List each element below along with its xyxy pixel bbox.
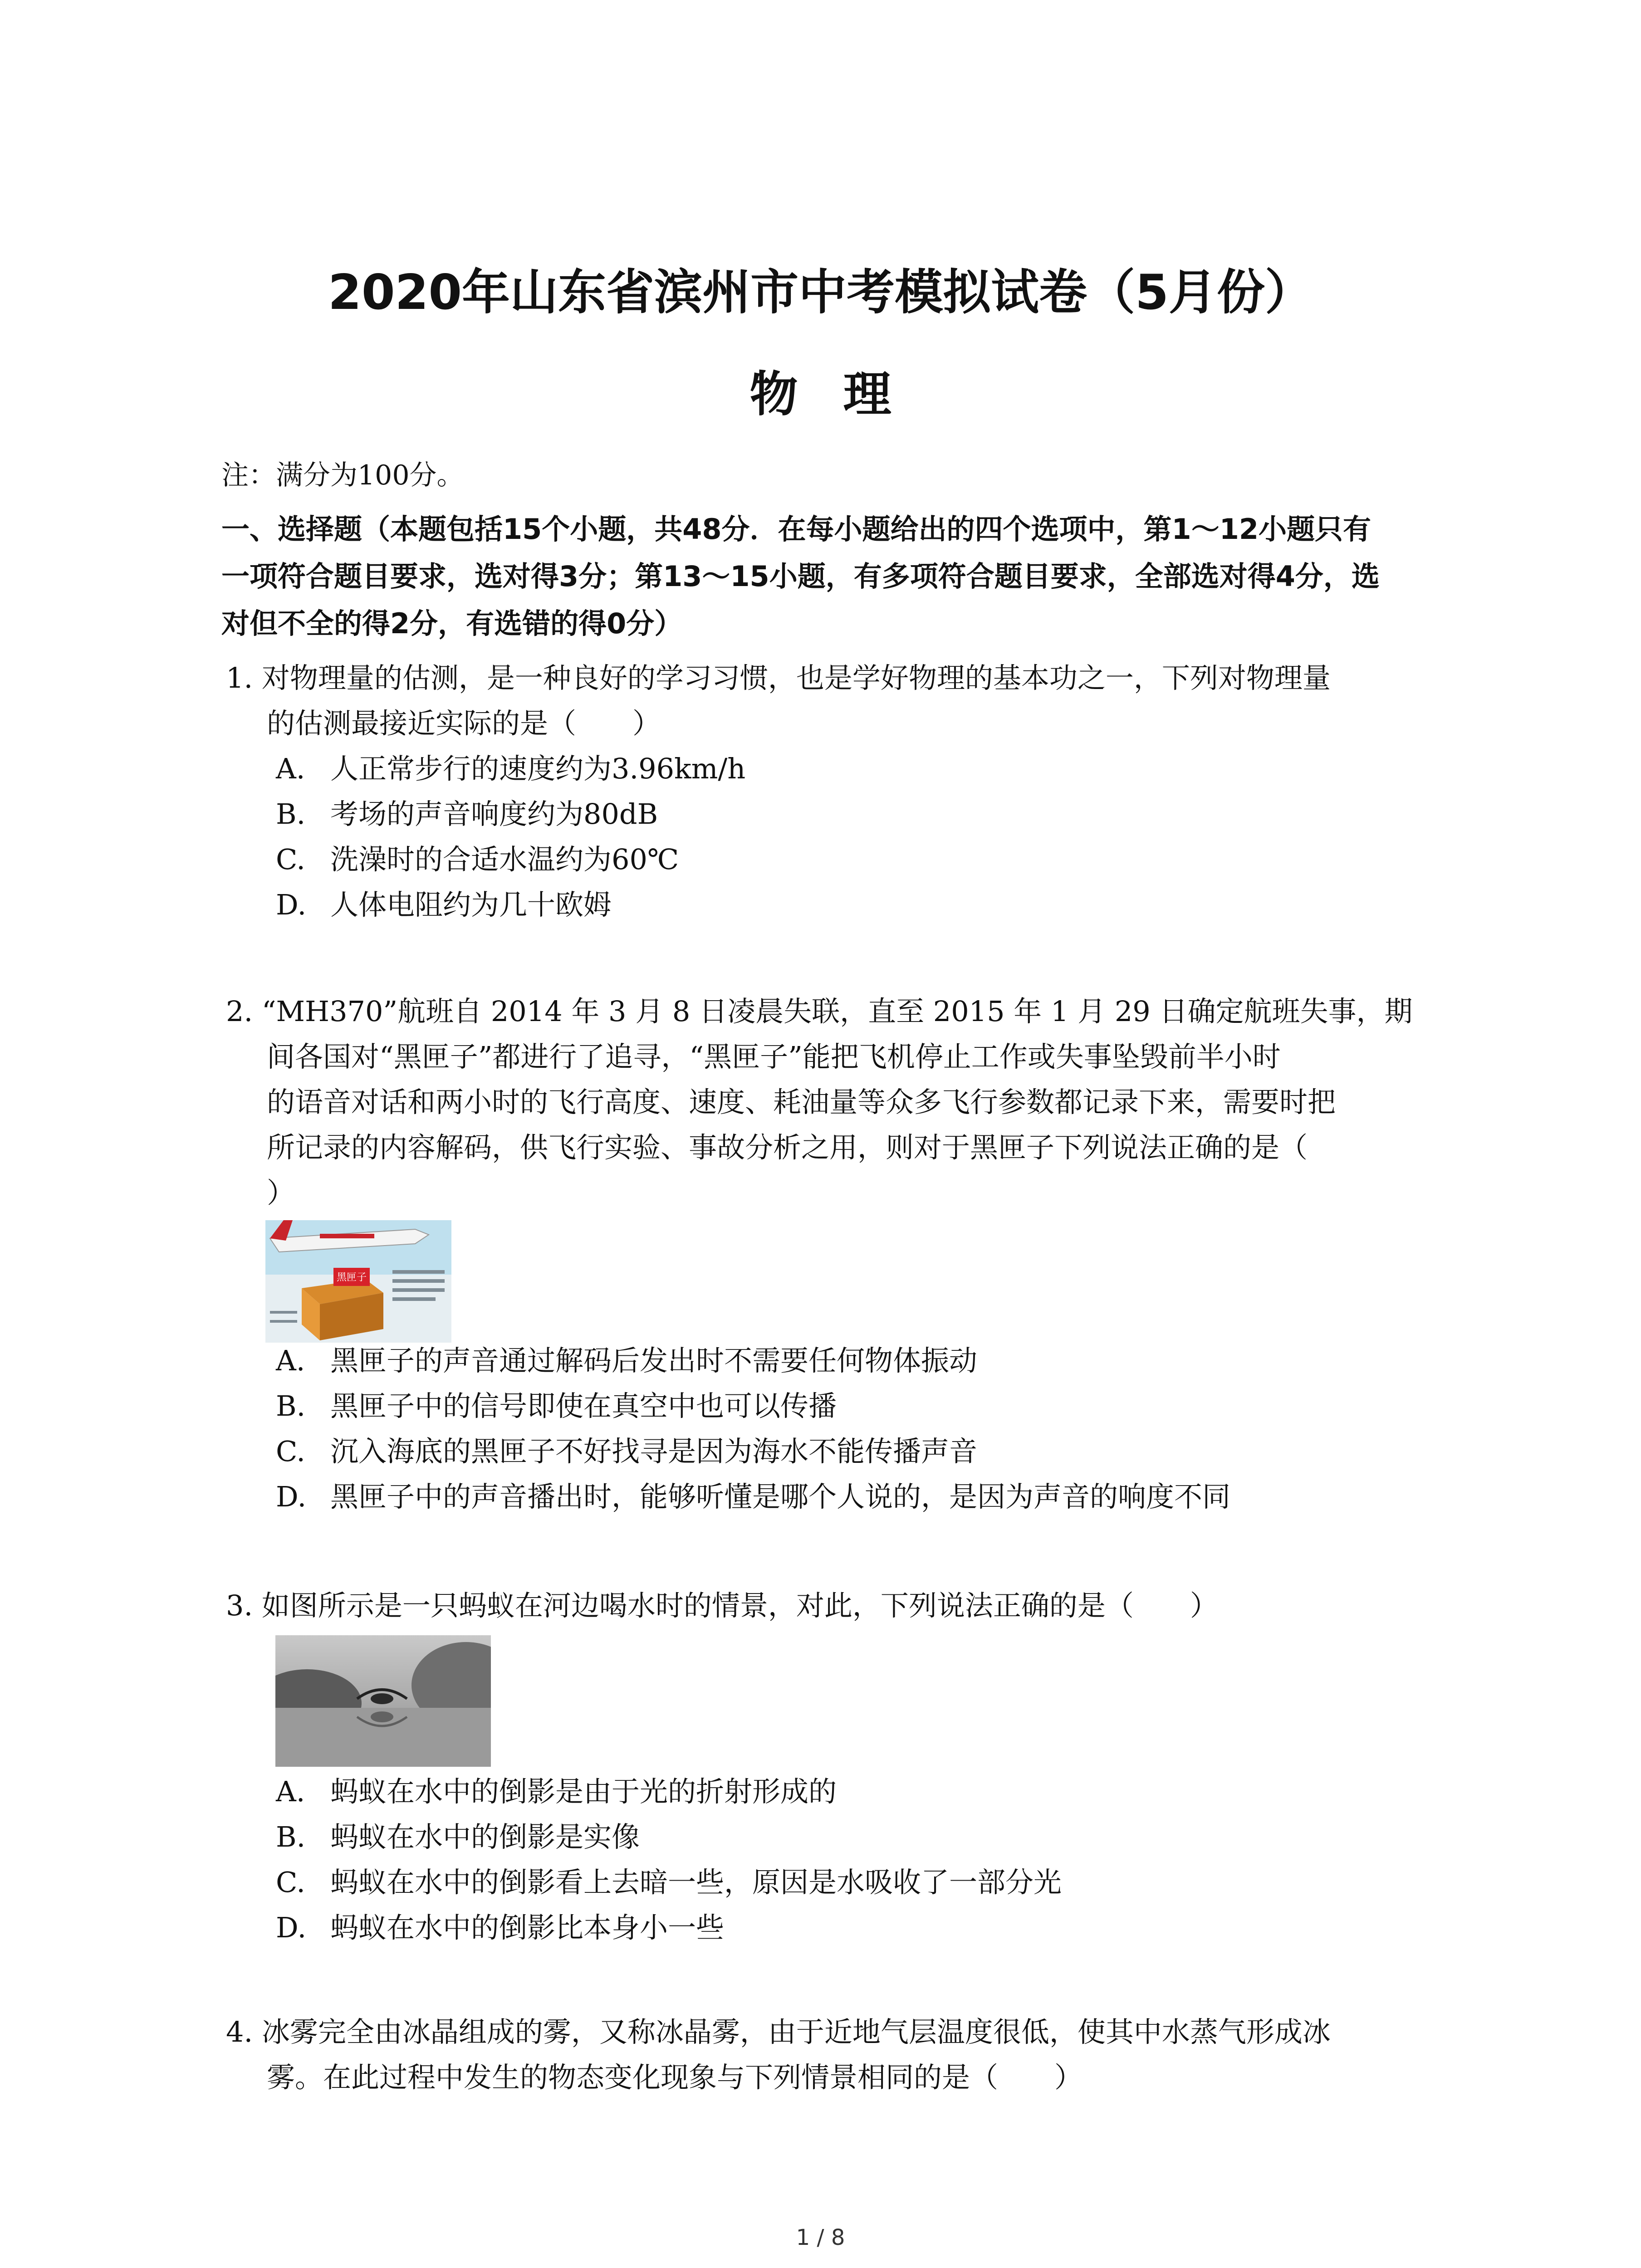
ant-water-illustration <box>275 1635 491 1767</box>
question-text: 3. 如图所示是一只蚂蚁在河边喝水时的情景，对此，下列说法正确的是（ ） <box>226 1589 1218 1622</box>
option-a: A. 黑匣子的声音通过解码后发出时不需要任何物体振动 <box>276 1344 978 1377</box>
black-box-label: 黑匣子 <box>336 1272 367 1283</box>
option-d: D. 人体电阻约为几十欧姆 <box>276 888 612 921</box>
question-3-options <box>276 1769 1062 1950</box>
page-number: 1 / 8 <box>796 2225 845 2250</box>
question-text: 的语音对话和两小时的飞行高度、速度、耗油量等众多飞行参数都记录下来，需要时把 <box>267 1085 1336 1119</box>
option-a: A. 蚂蚁在水中的倒影是由于光的折射形成的 <box>276 1775 837 1808</box>
question-2-options <box>276 1338 1230 1520</box>
score-note: 注：满分为100分。 <box>221 459 464 491</box>
option-b: B. 考场的声音响度约为80dB <box>276 797 658 831</box>
question-text: 间各国对“黑匣子”都进行了追寻，“黑匣子”能把飞机停止工作或失事坠毁前半小时 <box>267 1040 1281 1073</box>
option-d: D. 蚂蚁在水中的倒影比本身小一些 <box>276 1911 725 1944</box>
option-d: D. 黑匣子中的声音播出时，能够听懂是哪个人说的，是因为声音的响度不同 <box>276 1480 1231 1513</box>
question-text: 2. “MH370”航班自 2014 年 3 月 8 日凌晨失联，直至 2015 年 1 月 29 日确定航班失事，期 <box>226 995 1413 1028</box>
section-heading: 一、选择题（本题包括15个小题，共48分．在每小题给出的四个选项中，第1～12小题只有 一项符合题目要求，选对得3分；第13～15小题，有多项符合题目要求，全部选对得4分，选 对但不全的得2分，有选错的得0分） <box>221 513 1380 640</box>
option-c: C. 蚂蚁在水中的倒影看上去暗一些，原因是水吸收了一部分光 <box>276 1866 1062 1899</box>
option-c: C. 沉入海底的黑匣子不好找寻是因为海水不能传播声音 <box>276 1435 978 1468</box>
subject-title: 物理 <box>749 367 937 422</box>
option-a: A. 人正常步行的速度约为3.96km/h <box>276 752 746 785</box>
question-text: 1. 对物理量的估测，是一种良好的学习习惯，也是学好物理的基本功之一，下列对物理量 <box>226 661 1331 694</box>
option-b: B. 黑匣子中的信号即使在真空中也可以传播 <box>276 1389 837 1422</box>
question-3 <box>226 1583 1218 1628</box>
question-text: ） <box>267 1176 295 1209</box>
option-b: B. 蚂蚁在水中的倒影是实像 <box>276 1820 640 1853</box>
question-text: 的估测最接近实际的是（ ） <box>267 707 661 740</box>
question-text: 4. 冰雾完全由冰晶组成的雾，又称冰晶雾，由于近地气层温度很低，使其中水蒸气形成冰 <box>226 2015 1331 2048</box>
question-text: 所记录的内容解码，供飞行实验、事故分析之用，则对于黑匣子下列说法正确的是（ <box>267 1131 1308 1164</box>
page-title: 2020年山东省滨州市中考模拟试卷（5月份） <box>328 264 1313 320</box>
black-box-illustration <box>265 1220 451 1343</box>
question-1 <box>226 655 1331 928</box>
question-2 <box>226 989 1412 1216</box>
option-c: C. 洗澡时的合适水温约为60℃ <box>276 843 679 876</box>
question-text: 雾。在此过程中发生的物态变化现象与下列情景相同的是（ ） <box>267 2061 1083 2094</box>
question-4 <box>226 2009 1331 2100</box>
